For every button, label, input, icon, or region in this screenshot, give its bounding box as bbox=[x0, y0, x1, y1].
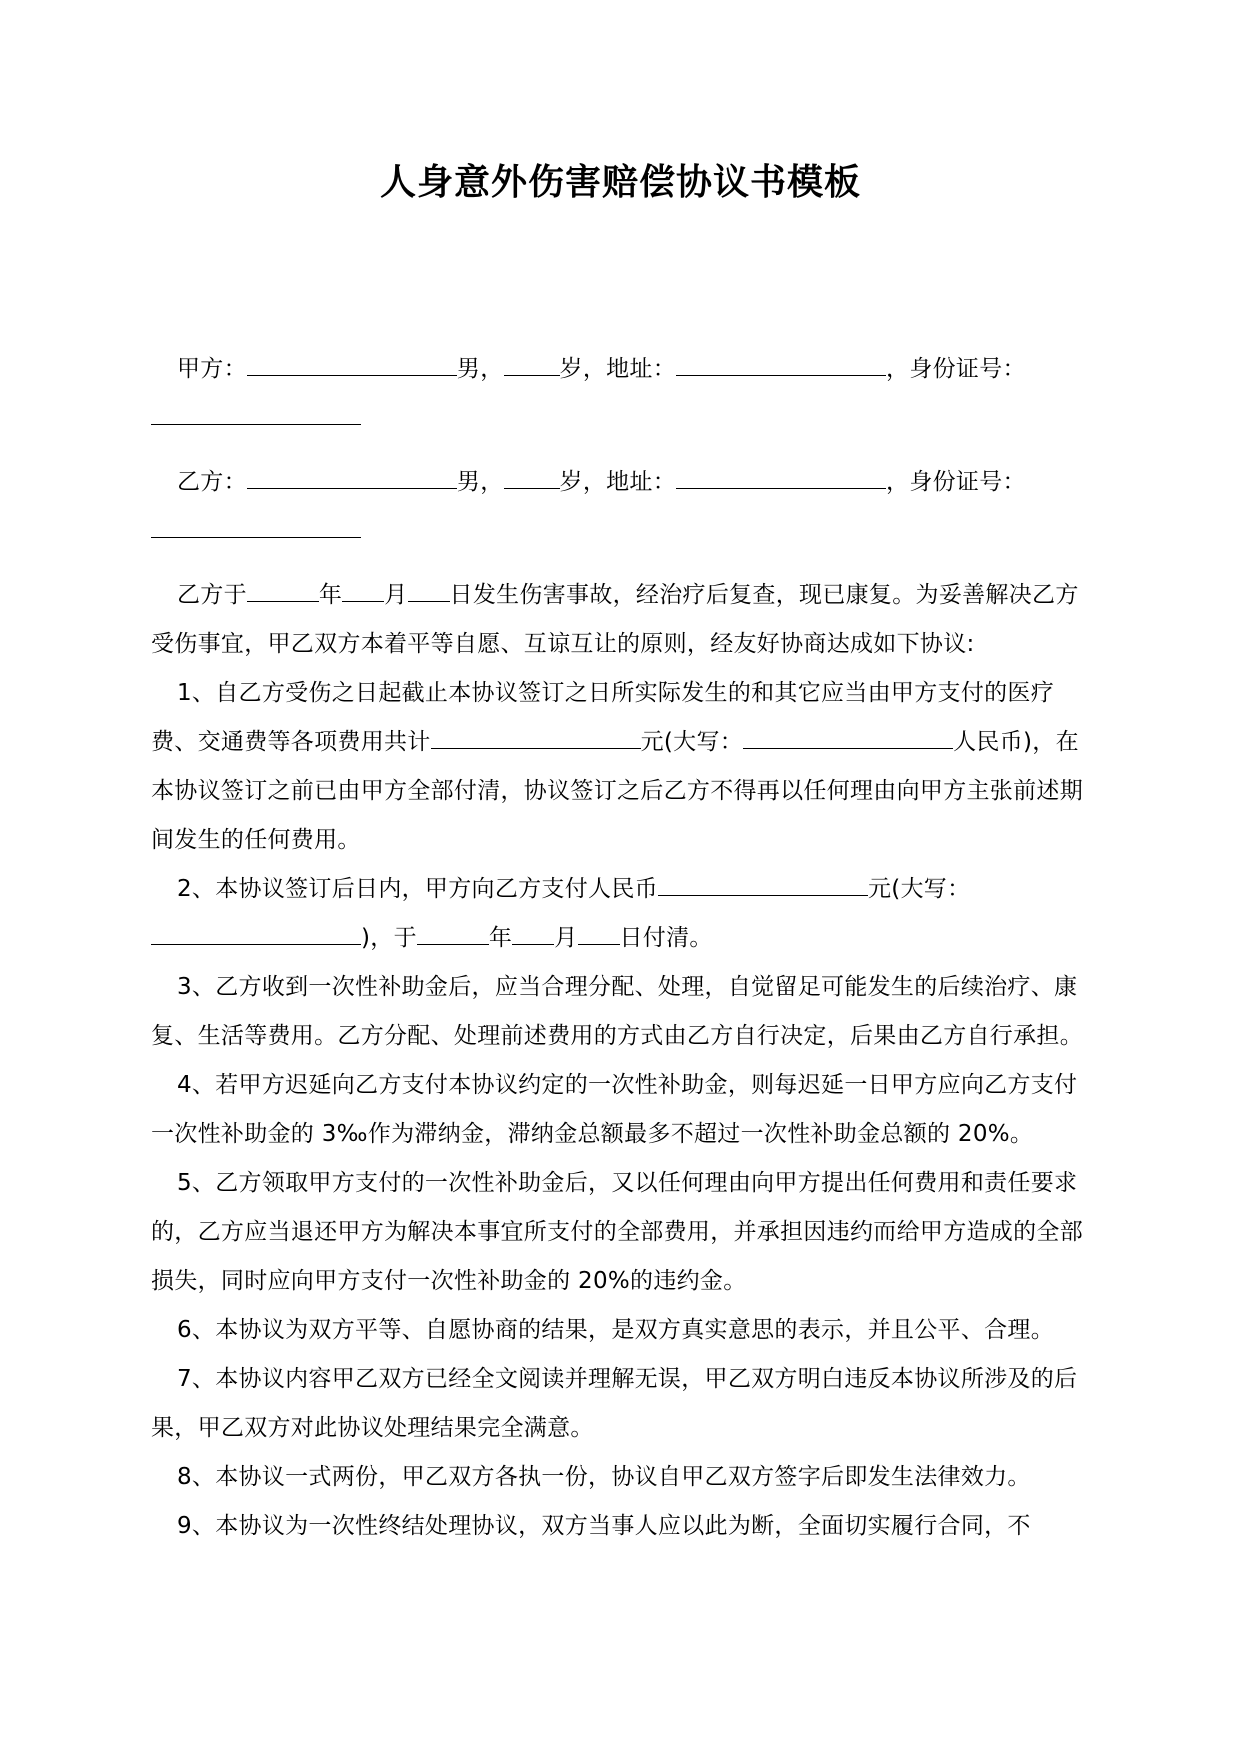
clause-1-text-a: 1、自乙方受伤之日起截止本协议签订之日所实际发生的和其它应当由甲方支付的医疗费、交通费等各项费用共计 bbox=[151, 680, 1055, 755]
party-a-line bbox=[151, 345, 1096, 443]
party-a-age-suffix: 岁，地址： bbox=[559, 356, 677, 382]
party-a-name-blank bbox=[247, 352, 457, 376]
clause-8: 8、本协议一式两份，甲乙双方各执一份，协议自甲乙双方签字后即发生法律效力。 bbox=[177, 1464, 1031, 1490]
party-b-id-blank bbox=[151, 514, 361, 538]
party-b-label: 乙方： bbox=[177, 469, 247, 495]
intro-day-blank bbox=[408, 578, 450, 602]
party-a-id-line bbox=[151, 394, 1096, 443]
intro-paragraph bbox=[151, 571, 1096, 669]
clause-2-year-blank bbox=[417, 921, 489, 945]
party-b-address-blank bbox=[676, 465, 886, 489]
clause-1-text-b: 元(大写： bbox=[640, 729, 744, 755]
party-b-gender: 男， bbox=[456, 469, 504, 495]
clause-2-text-d: 日付清。 bbox=[619, 925, 713, 951]
document-body bbox=[151, 345, 1096, 1551]
party-b-age-suffix: 岁，地址： bbox=[559, 469, 677, 495]
clause-2-day-blank bbox=[578, 921, 620, 945]
clause-6: 6、本协议为双方平等、自愿协商的结果，是双方真实意思的表示，并且公平、合理。 bbox=[177, 1317, 1055, 1343]
intro-month: 月 bbox=[384, 582, 408, 608]
clause-2-text-a: 2、本协议签订后日内，甲方向乙方支付人民币 bbox=[177, 876, 658, 902]
intro-year-blank bbox=[247, 578, 319, 602]
intro-rest: 日发生伤害事故，经治疗后复查，现已康复。为妥善解 bbox=[449, 582, 1009, 608]
clause-1-amount-blank bbox=[431, 725, 641, 749]
party-b-id-line bbox=[151, 507, 1096, 556]
clause-2-amount-blank bbox=[658, 872, 868, 896]
intro-prefix: 乙方于 bbox=[177, 582, 247, 608]
party-a-address-blank bbox=[676, 352, 886, 376]
document-title: 人身意外伤害赔偿协议书模板 bbox=[379, 162, 861, 203]
clause-1 bbox=[151, 669, 1096, 865]
clause-7: 7、本协议内容甲乙双方已经全文阅读并理解无误，甲乙双方明白违反本协议所涉及的后果，甲乙双方对此协议处理结果完全满意。 bbox=[151, 1366, 1078, 1441]
intro-month-blank bbox=[342, 578, 384, 602]
clause-2-amount-words-blank bbox=[151, 921, 361, 945]
clause-2-year: 年 bbox=[488, 925, 513, 951]
clause-2 bbox=[151, 865, 1096, 963]
party-a-id-blank bbox=[151, 401, 361, 425]
clause-9: 9、本协议为一次性终结处理协议，双方当事人应以此为断，全面切实履行合同，不 bbox=[177, 1513, 1031, 1539]
clause-5: 5、乙方领取甲方支付的一次性补助金后，又以任何理由向甲方提出任何费用和责任要求的，乙方应当退还甲方为解决本事宜所支付的全部费用，并承担因违约而给甲方造成的全部损失，同时应向甲方支付一次性补助金的 20%的违约金。 bbox=[151, 1170, 1083, 1294]
party-b-name-blank bbox=[247, 465, 457, 489]
clause-1-text-c: 人民币)，在本协议签订之前已由甲方全部付清，协议签订之后乙方不得再以任何理由向甲方主张前述期间发生的任何费用。 bbox=[151, 729, 1083, 853]
clause-2-text-b: 元(大写： bbox=[867, 876, 971, 902]
party-b-line bbox=[151, 458, 1096, 556]
clause-2-text-c: )，于 bbox=[361, 925, 417, 951]
party-a-gender: 男， bbox=[456, 356, 504, 382]
party-a-id-label: ，身份证号： bbox=[886, 356, 1026, 382]
party-a-label: 甲方： bbox=[177, 356, 247, 382]
clause-2-month-blank bbox=[512, 921, 554, 945]
clause-1-amount-words-blank bbox=[743, 725, 953, 749]
clause-3: 3、乙方收到一次性补助金后，应当合理分配、处理，自觉留足可能发生的后续治疗、康复、生活等费用。乙方分配、处理前述费用的方式由乙方自行决定，后果由乙方自行承担。 bbox=[151, 974, 1083, 1049]
clause-4: 4、若甲方迟延向乙方支付本协议约定的一次性补助金，则每迟延一日甲方应向乙方支付一次性补助金的 3‰作为滞纳金，滞纳金总额最多不超过一次性补助金总额的 20%。 bbox=[151, 1072, 1078, 1147]
clause-2-month: 月 bbox=[554, 925, 578, 951]
party-b-id-label: ，身份证号： bbox=[886, 469, 1026, 495]
intro-line2: 决乙方受伤事宜，甲乙双方本着平等自愿、互谅互让的原则，经友好协商达成如下协议: bbox=[151, 582, 1079, 657]
party-a-age-blank bbox=[504, 352, 560, 376]
intro-year: 年 bbox=[318, 582, 343, 608]
party-b-age-blank bbox=[504, 465, 560, 489]
